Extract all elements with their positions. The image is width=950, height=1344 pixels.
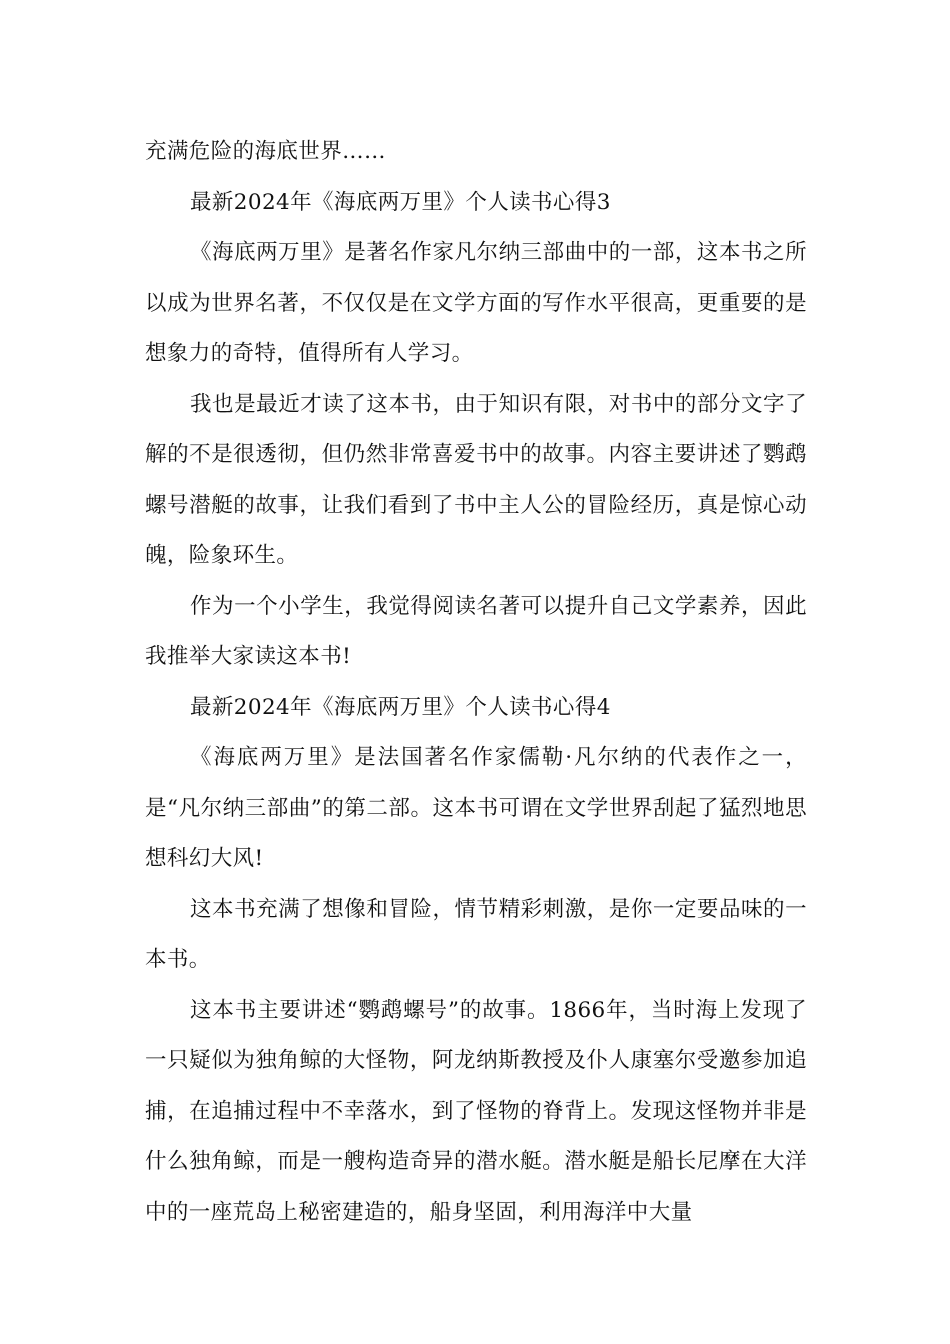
paragraph: 《海底两万里》是法国著名作家儒勒·凡尔纳的代表作之一，是“凡尔纳三部曲”的第二部。这本书可谓在文学世界刮起了猛烈地思想科幻大风! <box>145 745 807 871</box>
paragraph: 我也是最近才读了这本书，由于知识有限，对书中的部分文字了解的不是很透彻，但仍然非常喜爱书中的故事。内容主要讲述了鹦鹉螺号潜艇的故事，让我们看到了书中主人公的冒险经历，真是惊心动魄，险象环生。 <box>145 391 807 568</box>
paragraph: 这本书充满了想像和冒险，情节精彩刺激，是你一定要品味的一本书。 <box>145 896 807 972</box>
paragraph: 《海底两万里》是著名作家凡尔纳三部曲中的一部，这本书之所以成为世界名著，不仅仅是在文学方面的写作水平很高，更重要的是想象力的奇特，值得所有人学习。 <box>145 240 807 366</box>
document-body <box>145 127 807 1238</box>
section-heading-3: 最新2024年《海底两万里》个人读书心得3 <box>190 189 611 215</box>
paragraph: 这本书主要讲述“鹦鹉螺号”的故事。1866年，当时海上发现了一只疑似为独角鲸的大怪物，阿龙纳斯教授及仆人康塞尔受邀参加追捕，在追捕过程中不幸落水，到了怪物的脊背上。发现这怪物并非是什么独角鲸，而是一艘构造奇异的潜水艇。潜水艇是船长尼摩在大洋中的一座荒岛上秘密建造的，船身坚固，利用海洋中大量 <box>145 997 807 1225</box>
section-heading-4: 最新2024年《海底两万里》个人读书心得4 <box>190 694 611 720</box>
paragraph-continuation: 充满危险的海底世界…… <box>145 139 386 164</box>
paragraph: 作为一个小学生，我觉得阅读名著可以提升自己文学素养，因此我推举大家读这本书! <box>145 593 807 669</box>
